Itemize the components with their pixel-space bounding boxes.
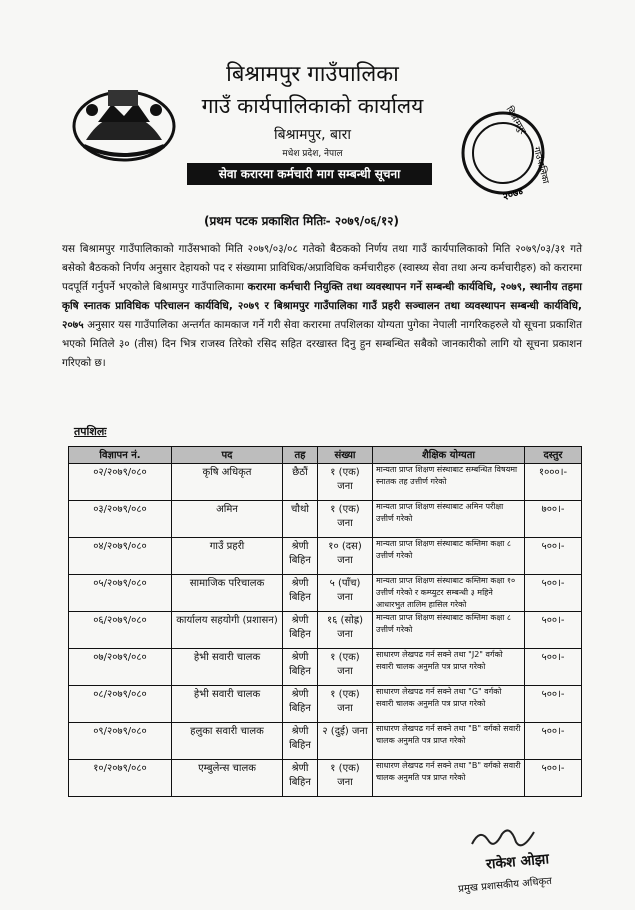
cell-fee: ५००।- <box>525 575 582 612</box>
cell-level: श्रेणी बिहिन <box>283 686 318 723</box>
cell-level: श्रेणी बिहिन <box>283 649 318 686</box>
signature-scribble-icon <box>468 826 538 852</box>
header-post: पद <box>172 447 283 464</box>
cell-fee: ५००।- <box>525 538 582 575</box>
notice-title: सेवा करारमा कर्मचारी माग सम्बन्धी सूचना <box>187 163 432 185</box>
cell-qualification: मान्यता प्राप्त शिक्षण संस्थाबाट अमिन परीक्षा उत्तीर्ण गरेको <box>373 501 525 538</box>
table-row <box>69 760 582 797</box>
table-row <box>69 649 582 686</box>
header-level: तह <box>283 447 318 464</box>
cell-fee: ५००।- <box>525 686 582 723</box>
vacancy-table <box>68 446 582 797</box>
svg-text:बिश्रामपुर: बिश्रामपुर <box>503 104 528 137</box>
table-row <box>69 538 582 575</box>
cell-post: कृषि अधिकृत <box>172 464 283 501</box>
cell-post: हेभी सवारी चालक <box>172 649 283 686</box>
cell-ad-no: ०७/२०७९/०८० <box>69 649 172 686</box>
cell-count: १६ (सोह्र) जना <box>318 612 373 649</box>
body-text-1: यस बिश्रामपुर गाउँपालिकाको गाउँसभाको मिति २०७९/०३/०८ गतेको बैठकको निर्णय तथा गाउँ कार्यपालिकाको मिति २०७९/०३/३१ गते बसेको बैठकको निर्णय अनुसार देहायको पद र संख्यामा प्राविधिक/अप्राविधिक कर्मचारीहरु (स्वास्थ्य सेवा तथा अन्य कर्मचारीहरु) को करारमा पदपूर्ति गर्नुपर्ने भएकोले बिश्रामपुर गाउँपालिकामा <box>62 243 582 293</box>
cell-fee: ५००।- <box>525 723 582 760</box>
cell-count: १ (एक) जना <box>318 501 373 538</box>
cell-post: हलुका सवारी चालक <box>172 723 283 760</box>
office-name: गाउँ कार्यपालिकाको कार्यालय <box>201 94 424 118</box>
cell-ad-no: ०३/२०७९/०८० <box>69 501 172 538</box>
cell-qualification: मान्यता प्राप्त शिक्षण संस्थाबाट सम्बन्धित विषयमा स्नातक तह उत्तीर्ण गरेको <box>373 464 525 501</box>
cell-count: १ (एक) जना <box>318 686 373 723</box>
cell-fee: १०००।- <box>525 464 582 501</box>
cell-count: ५ (पाँच) जना <box>318 575 373 612</box>
cell-qualification: मान्यता प्राप्त शिक्षण संस्थाबाट कम्तिमा कक्षा ८ उत्तीर्ण गरेको <box>373 538 525 575</box>
cell-count: १ (एक) जना <box>318 649 373 686</box>
cell-post: हेभी सवारी चालक <box>172 686 283 723</box>
cell-qualification: साधारण लेखपढ गर्न सक्ने तथा "J2" वर्गको सवारी चालक अनुमति पत्र प्राप्त गरेको <box>373 649 525 686</box>
table-row <box>69 723 582 760</box>
cell-ad-no: ०५/२०७९/०८० <box>69 575 172 612</box>
cell-qualification: मान्यता प्राप्त शिक्षण संस्थाबाट कम्तिमा कक्षा १० उत्तीर्ण गरेको र कम्प्युटर सम्बन्धी ३ महिने आधारभुत तालिम हासिल गरेको <box>373 575 525 612</box>
table-row <box>69 612 582 649</box>
header-ad-no: विज्ञापन नं. <box>69 447 172 464</box>
table-row <box>69 575 582 612</box>
signatory-title: प्रमुख प्रशासकीय अधिकृत <box>457 875 553 896</box>
cell-qualification: साधारण लेखपढ गर्न सक्ने तथा "G" वर्गको सवारी चालक अनुमति पत्र प्राप्त गरेको <box>373 686 525 723</box>
cell-fee: ५००।- <box>525 760 582 797</box>
cell-ad-no: ०८/२०७९/०८० <box>69 686 172 723</box>
body-bold-text: करारमा कर्मचारी नियुक्ति तथा व्यवस्थापन गर्ने सम्बन्धी कार्यविधि, २०७९, स्थानीय तहमा कृषि स्नातक प्राविधिक परिचालन कार्यविधि, २०७९ र बिश्रामपुर गाउँपालिका गाउँ प्रहरी सञ्चालन तथा व्यवस्थापन सम्बन्धी कार्यविधि, २०७५ <box>62 281 582 331</box>
cell-ad-no: ०६/२०७९/०८० <box>69 612 172 649</box>
cell-fee: ७००।- <box>525 501 582 538</box>
cell-count: १० (दस) जना <box>318 538 373 575</box>
notice-body <box>62 240 582 373</box>
cell-fee: ५००।- <box>525 649 582 686</box>
cell-level: श्रेणी बिहिन <box>283 575 318 612</box>
svg-text:गाउँपालिका: गाउँपालिका <box>530 146 551 185</box>
cell-ad-no: ०४/२०७९/०८० <box>69 538 172 575</box>
table-row <box>69 686 582 723</box>
cell-level: श्रेणी बिहिन <box>283 760 318 797</box>
cell-level: चौथो <box>283 501 318 538</box>
province-line: मधेश प्रदेश, नेपाल <box>282 149 343 159</box>
cell-post: एम्बुलेन्स चालक <box>172 760 283 797</box>
cell-level: श्रेणी बिहिन <box>283 538 318 575</box>
office-address: बिश्रामपुर, बारा <box>273 127 352 143</box>
table-row <box>69 464 582 501</box>
cell-count: २ (दुई) जना <box>318 723 373 760</box>
cell-ad-no: १०/२०७९/०८० <box>69 760 172 797</box>
published-date: (प्रथम पटक प्रकाशित मितिः- २०७९/०६/१२) <box>204 214 400 228</box>
cell-count: १ (एक) जना <box>318 464 373 501</box>
header-qualification: शैक्षिक योग्यता <box>373 447 525 464</box>
svg-text:२०७४: २०७४ <box>501 185 525 204</box>
cell-qualification: साधारण लेखपढ गर्न सक्ने तथा "B" वर्गको सवारी चालक अनुमति पत्र प्राप्त गरेको <box>373 760 525 797</box>
table-label: तपशिलः <box>74 425 107 438</box>
municipality-name: बिश्रामपुर गाउँपालिका <box>226 62 399 87</box>
cell-post: गाउँ प्रहरी <box>172 538 283 575</box>
cell-fee: ५००।- <box>525 612 582 649</box>
cell-level: छैठौं <box>283 464 318 501</box>
header-count: संख्या <box>318 447 373 464</box>
body-text-2: अनुसार यस गाउँपालिका अन्तर्गत कामकाज गर्ने गरी सेवा करारमा तपशिलका योग्यता पुगेका नेपाली नागरिकहरुले यो सूचना प्रकाशित भएको मितिले ३० (तीस) दिन भित्र राजस्व तिरेको रसिद सहित दरखास्त दिनु हुन सम्बन्धित सबैको जानकारीको लागि यो सूचना प्रकाशन गरिएको छ। <box>62 319 582 369</box>
cell-level: श्रेणी बिहिन <box>283 723 318 760</box>
cell-post: सामाजिक परिचालक <box>172 575 283 612</box>
cell-ad-no: ०२/२०७९/०८० <box>69 464 172 501</box>
table-row <box>69 501 582 538</box>
header-fee: दस्तुर <box>525 447 582 464</box>
cell-ad-no: ०९/२०७९/०८० <box>69 723 172 760</box>
table-header-row <box>69 447 582 464</box>
cell-count: १ (एक) जना <box>318 760 373 797</box>
cell-qualification: मान्यता प्राप्त शिक्षण संस्थाबाट कम्तिमा कक्षा ८ उत्तीर्ण गरेको <box>373 612 525 649</box>
cell-level: श्रेणी बिहिन <box>283 612 318 649</box>
cell-post: कार्यालय सहयोगी (प्रशासन) <box>172 612 283 649</box>
cell-post: अमिन <box>172 501 283 538</box>
signatory-name: राकेश ओझा <box>485 851 550 873</box>
cell-qualification: साधारण लेखपढ गर्न सक्ने तथा "B" वर्गको सवारी चालक अनुमति पत्र प्राप्त गरेको <box>373 723 525 760</box>
